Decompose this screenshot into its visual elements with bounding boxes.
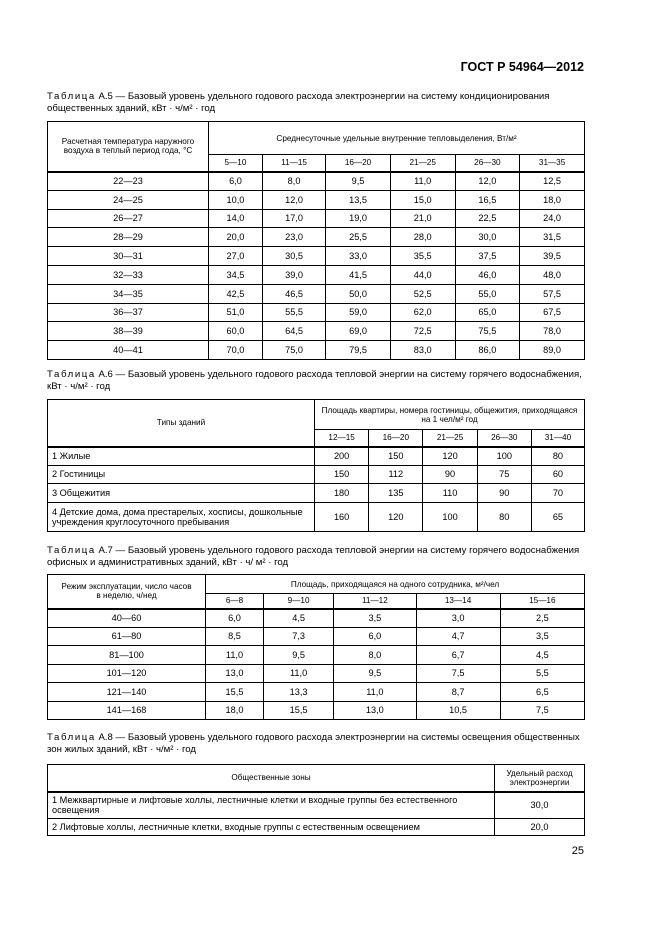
table-cell: 39,0 xyxy=(262,265,325,284)
table-row xyxy=(48,819,585,836)
table-cell: 8,5 xyxy=(206,627,264,646)
table-cell: 120 xyxy=(423,447,477,466)
row-label: 24—25 xyxy=(48,190,209,209)
table-row xyxy=(48,502,585,531)
caption-text: А.7 — Базовый уровень удельного годового расхода тепловой энергии на систему горячего водоснабжения офисных и административных зданий, кВт · ч/ м² · год xyxy=(47,545,580,568)
col-header-consumption: Удельный расход электроэнергии xyxy=(495,765,585,792)
row-header: Расчетная температура наружного воздуха в теплый период года, °С xyxy=(48,122,209,172)
table-row xyxy=(48,627,585,646)
table-cell: 180 xyxy=(315,484,369,503)
column-header: 16—20 xyxy=(326,155,391,172)
table-cell: 18,0 xyxy=(520,190,585,209)
table-cell: 8,0 xyxy=(262,172,325,191)
table-cell: 30,5 xyxy=(262,247,325,266)
table-cell: 9,5 xyxy=(264,646,334,665)
table-cell: 100 xyxy=(477,447,531,466)
table-row xyxy=(48,609,585,628)
table-cell: 4,5 xyxy=(264,609,334,628)
column-header: 11—12 xyxy=(334,594,416,609)
table-row xyxy=(48,247,585,266)
table-cell: 50,0 xyxy=(326,284,391,303)
table-cell: 55,5 xyxy=(262,303,325,322)
table-cell: 52,5 xyxy=(390,284,455,303)
page-number: 25 xyxy=(571,845,584,857)
table-cell: 15,5 xyxy=(206,683,264,702)
table-row xyxy=(48,683,585,702)
table-row xyxy=(48,228,585,247)
group-header: Площадь, приходящаяся на одного сотрудника, м²/чел xyxy=(206,575,585,594)
table-cell: 90 xyxy=(477,484,531,503)
table-cell: 2,5 xyxy=(500,609,584,628)
table-cell: 13,3 xyxy=(264,683,334,702)
table-cell: 120 xyxy=(369,502,423,531)
row-label: 30—31 xyxy=(48,247,209,266)
table-cell: 86,0 xyxy=(455,341,520,360)
table-cell: 35,5 xyxy=(390,247,455,266)
table-cell: 12,5 xyxy=(520,172,585,191)
table-cell: 75,5 xyxy=(455,322,520,341)
table-cell: 4,5 xyxy=(500,646,584,665)
table-cell: 11,0 xyxy=(334,683,416,702)
column-header: 15—16 xyxy=(500,594,584,609)
table-cell: 11,0 xyxy=(206,646,264,665)
table-cell: 13,0 xyxy=(334,701,416,720)
table-cell: 89,0 xyxy=(520,341,585,360)
column-header: 6—8 xyxy=(206,594,264,609)
table-cell: 8,7 xyxy=(416,683,500,702)
table-cell: 55,0 xyxy=(455,284,520,303)
caption-label: Таблица xyxy=(47,732,96,743)
table-cell: 72,5 xyxy=(390,322,455,341)
table-cell: 69,0 xyxy=(326,322,391,341)
table-cell: 79,5 xyxy=(326,341,391,360)
row-label: 121—140 xyxy=(48,683,206,702)
table-cell: 25,5 xyxy=(326,228,391,247)
table-cell: 11,0 xyxy=(390,172,455,191)
row-label: 28—29 xyxy=(48,228,209,247)
table-cell: 80 xyxy=(531,447,584,466)
table-cell: 18,0 xyxy=(206,701,264,720)
caption-text: А.5 — Базовый уровень удельного годового расхода электроэнергии на систему кондиционирования общественных зданий, кВт · ч/м² · год xyxy=(47,91,550,114)
table-cell: 6,0 xyxy=(206,609,264,628)
table-cell: 3,0 xyxy=(416,609,500,628)
table-a7 xyxy=(47,574,585,720)
row-label: 38—39 xyxy=(48,322,209,341)
table-cell: 14,0 xyxy=(209,209,263,228)
table-cell: 41,5 xyxy=(326,265,391,284)
row-label: 2 Гостиницы xyxy=(48,465,315,484)
group-header: Среднесуточные удельные внутренние тепловыделения, Вт/м² xyxy=(209,122,585,155)
table-cell: 10,5 xyxy=(416,701,500,720)
table-cell: 15,0 xyxy=(390,190,455,209)
table-cell: 59,0 xyxy=(326,303,391,322)
column-header: 26—30 xyxy=(455,155,520,172)
table-cell: 22,5 xyxy=(455,209,520,228)
table-row xyxy=(48,484,585,503)
table-row xyxy=(48,465,585,484)
table-cell: 150 xyxy=(369,447,423,466)
table-cell: 10,0 xyxy=(209,190,263,209)
table-cell: 100 xyxy=(423,502,477,531)
table-cell: 12,0 xyxy=(262,190,325,209)
table-cell: 150 xyxy=(315,465,369,484)
table-a7-caption xyxy=(47,545,585,569)
table-cell: 28,0 xyxy=(390,228,455,247)
table-cell: 8,0 xyxy=(334,646,416,665)
row-header: Типы зданий xyxy=(48,400,315,447)
table-row xyxy=(48,190,585,209)
table-cell: 9,5 xyxy=(326,172,391,191)
table-cell: 60,0 xyxy=(209,322,263,341)
table-cell: 48,0 xyxy=(520,265,585,284)
table-cell: 57,5 xyxy=(520,284,585,303)
table-cell: 46,0 xyxy=(455,265,520,284)
row-label: 101—120 xyxy=(48,664,206,683)
table-row xyxy=(48,664,585,683)
table-cell: 20,0 xyxy=(495,819,585,836)
table-cell: 30,0 xyxy=(495,792,585,819)
table-row xyxy=(48,209,585,228)
table-cell: 67,5 xyxy=(520,303,585,322)
table-cell: 7,5 xyxy=(416,664,500,683)
column-header: 9—10 xyxy=(264,594,334,609)
table-cell: 6,7 xyxy=(416,646,500,665)
table-row xyxy=(48,303,585,322)
table-a5-caption xyxy=(47,91,585,115)
table-cell: 3,5 xyxy=(334,609,416,628)
table-row xyxy=(48,265,585,284)
table-cell: 16,5 xyxy=(455,190,520,209)
table-row xyxy=(48,172,585,191)
table-cell: 17,0 xyxy=(262,209,325,228)
table-cell: 6,0 xyxy=(334,627,416,646)
table-cell: 6,0 xyxy=(209,172,263,191)
caption-text: А.8 — Базовый уровень удельного годового расхода электроэнергии на системы освещения общественных зон жилых зданий, кВт · ч/м² · год xyxy=(47,732,580,755)
table-cell: 13,0 xyxy=(206,664,264,683)
caption-label: Таблица xyxy=(47,91,96,102)
caption-label: Таблица xyxy=(47,545,96,556)
table-cell: 7,3 xyxy=(264,627,334,646)
row-label: 141—168 xyxy=(48,701,206,720)
caption-text: А.6 — Базовый уровень удельного годового расхода тепловой энергии на систему горячего водоснабжения, кВт · ч/м² · год xyxy=(47,369,582,392)
column-header: 12—15 xyxy=(315,430,369,447)
row-label: 32—33 xyxy=(48,265,209,284)
row-label: 34—35 xyxy=(48,284,209,303)
table-cell: 42,5 xyxy=(209,284,263,303)
column-header: 11—15 xyxy=(262,155,325,172)
table-cell: 27,0 xyxy=(209,247,263,266)
table-cell: 112 xyxy=(369,465,423,484)
row-label: 61—80 xyxy=(48,627,206,646)
table-cell: 15,5 xyxy=(264,701,334,720)
table-cell: 200 xyxy=(315,447,369,466)
column-header: 31—40 xyxy=(531,430,584,447)
row-label: 2 Лифтовые холлы, лестничные клетки, входные группы с естественным освещением xyxy=(48,819,495,836)
row-label: 1 Межквартирные и лифтовые холлы, лестничные клетки и входные группы без естественного освещения xyxy=(48,792,495,819)
table-cell: 6,5 xyxy=(500,683,584,702)
table-cell: 70 xyxy=(531,484,584,503)
table-cell: 9,5 xyxy=(334,664,416,683)
table-cell: 90 xyxy=(423,465,477,484)
table-cell: 80 xyxy=(477,502,531,531)
table-cell: 39,5 xyxy=(520,247,585,266)
group-header: Площадь квартиры, номера гостиницы, общежития, приходящаяся на 1 чел/м² год xyxy=(315,400,585,430)
row-label: 3 Общежития xyxy=(48,484,315,503)
row-label: 81—100 xyxy=(48,646,206,665)
table-cell: 46,5 xyxy=(262,284,325,303)
table-cell: 31,5 xyxy=(520,228,585,247)
table-cell: 110 xyxy=(423,484,477,503)
table-cell: 64,5 xyxy=(262,322,325,341)
table-cell: 33,0 xyxy=(326,247,391,266)
row-label: 1 Жилые xyxy=(48,447,315,466)
row-label: 26—27 xyxy=(48,209,209,228)
caption-label: Таблица xyxy=(47,369,96,380)
table-cell: 75 xyxy=(477,465,531,484)
table-cell: 44,0 xyxy=(390,265,455,284)
table-cell: 62,0 xyxy=(390,303,455,322)
table-a5 xyxy=(47,121,585,360)
table-cell: 34,5 xyxy=(209,265,263,284)
table-cell: 5,5 xyxy=(500,664,584,683)
row-header: Режим эксплуатации, число часов в неделю, ч/нед xyxy=(48,575,206,609)
table-cell: 160 xyxy=(315,502,369,531)
row-label: 36—37 xyxy=(48,303,209,322)
column-header: 21—25 xyxy=(423,430,477,447)
table-cell: 12,0 xyxy=(455,172,520,191)
col-header-zones: Общественные зоны xyxy=(48,765,495,792)
table-cell: 135 xyxy=(369,484,423,503)
table-row xyxy=(48,701,585,720)
table-row xyxy=(48,322,585,341)
table-cell: 70,0 xyxy=(209,341,263,360)
table-cell: 24,0 xyxy=(520,209,585,228)
column-header: 26—30 xyxy=(477,430,531,447)
table-cell: 11,0 xyxy=(264,664,334,683)
table-cell: 30,0 xyxy=(455,228,520,247)
table-a8 xyxy=(47,764,585,836)
table-cell: 51,0 xyxy=(209,303,263,322)
table-cell: 75,0 xyxy=(262,341,325,360)
table-cell: 65 xyxy=(531,502,584,531)
row-label: 4 Детские дома, дома престарелых, хосписы, дошкольные учреждения круглосуточного пребывания xyxy=(48,502,315,531)
table-cell: 21,0 xyxy=(390,209,455,228)
table-cell: 7,5 xyxy=(500,701,584,720)
row-label: 22—23 xyxy=(48,172,209,191)
table-row xyxy=(48,447,585,466)
table-row xyxy=(48,341,585,360)
table-cell: 65,0 xyxy=(455,303,520,322)
column-header: 5—10 xyxy=(209,155,263,172)
table-cell: 37,5 xyxy=(455,247,520,266)
table-a8-caption xyxy=(47,732,585,756)
column-header: 13—14 xyxy=(416,594,500,609)
table-cell: 13,5 xyxy=(326,190,391,209)
table-cell: 83,0 xyxy=(390,341,455,360)
table-a6 xyxy=(47,399,585,532)
column-header: 21—25 xyxy=(390,155,455,172)
column-header: 31—35 xyxy=(520,155,585,172)
standard-number: ГОСТ Р 54964—2012 xyxy=(460,60,584,74)
table-cell: 23,0 xyxy=(262,228,325,247)
row-label: 40—60 xyxy=(48,609,206,628)
table-a6-caption xyxy=(47,369,585,393)
row-label: 40—41 xyxy=(48,341,209,360)
table-cell: 20,0 xyxy=(209,228,263,247)
table-row xyxy=(48,792,585,819)
table-cell: 4,7 xyxy=(416,627,500,646)
table-row xyxy=(48,284,585,303)
table-cell: 60 xyxy=(531,465,584,484)
table-cell: 3,5 xyxy=(500,627,584,646)
table-cell: 19,0 xyxy=(326,209,391,228)
table-row xyxy=(48,646,585,665)
column-header: 16—20 xyxy=(369,430,423,447)
table-cell: 78,0 xyxy=(520,322,585,341)
